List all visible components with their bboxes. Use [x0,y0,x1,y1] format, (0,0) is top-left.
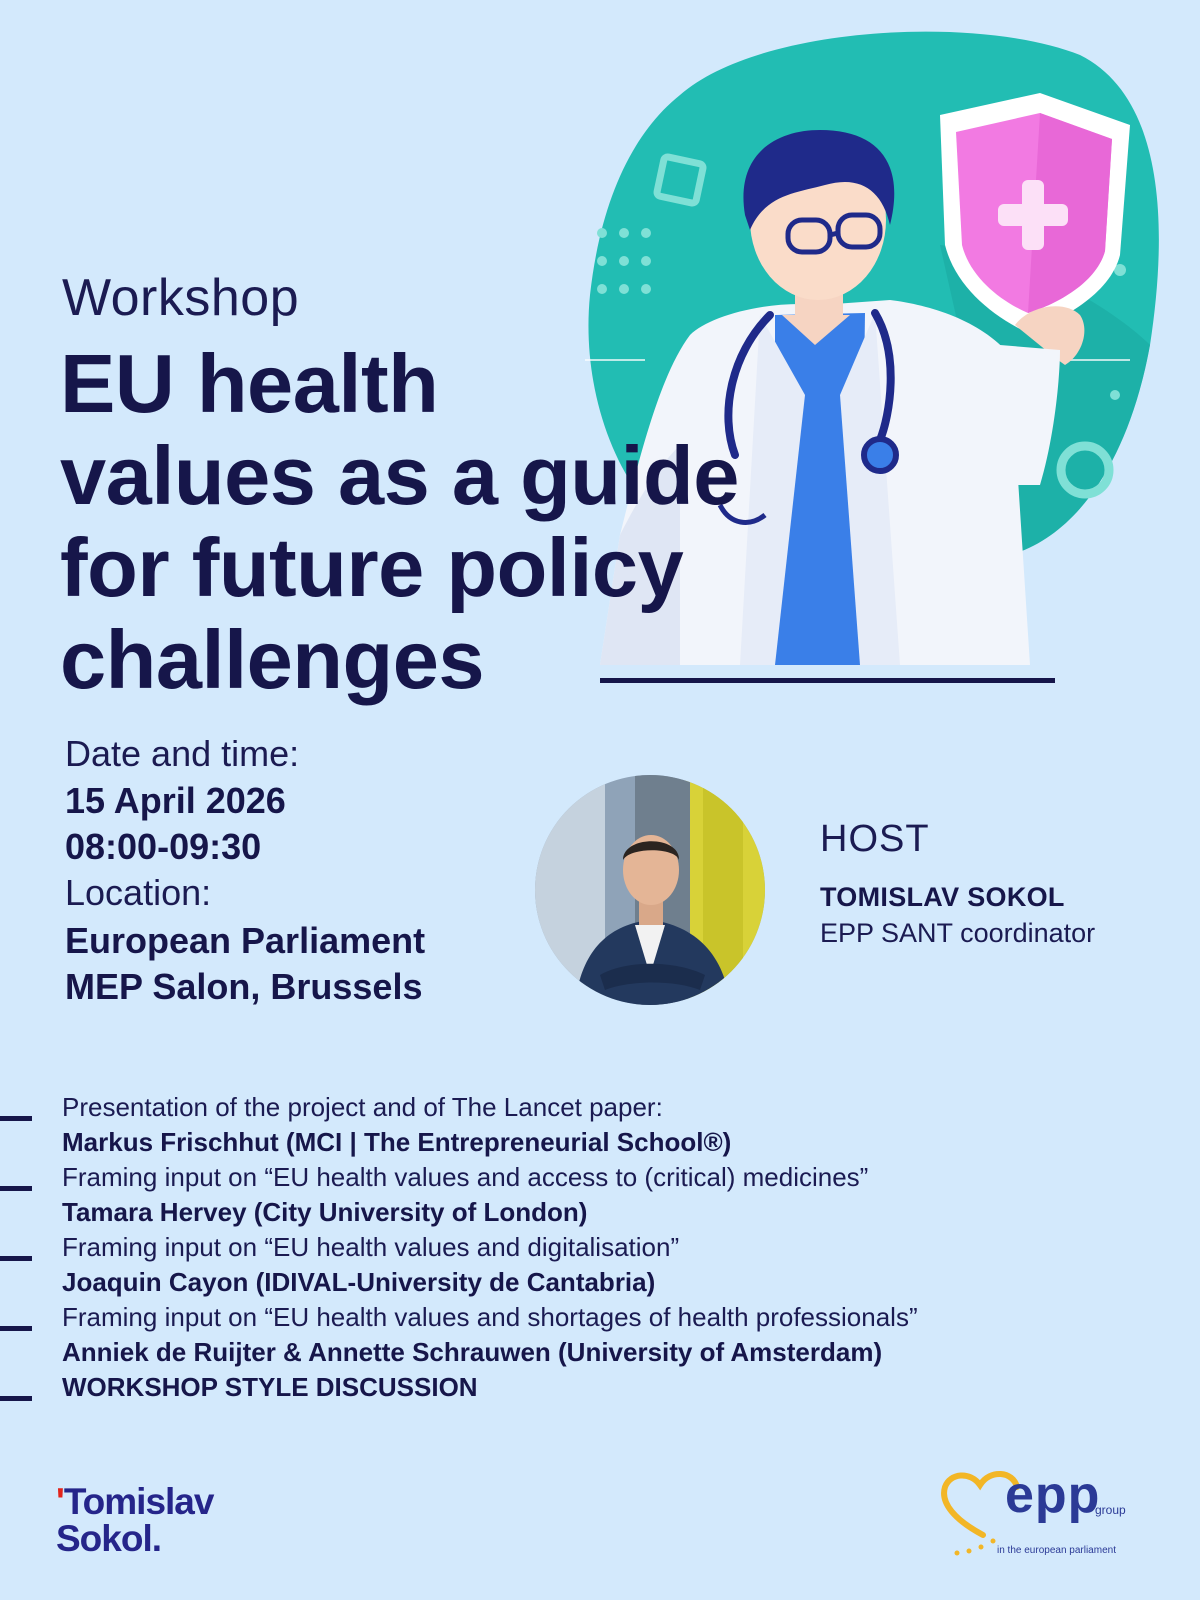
title-line: for future policy [60,521,684,614]
host-name: TOMISLAV SOKOL [820,882,1065,912]
agenda-speaker: Anniek de Ruijter & Annette Schrauwen (University of Amsterdam) [62,1337,883,1367]
tomislav-sokol-logo [56,1483,213,1557]
date-value: 15 April 2026 [65,780,286,821]
agenda-topic: Framing input on “EU health values and shortages of health professionals” [62,1302,918,1332]
title-line: challenges [60,613,485,706]
host-label: HOST [820,818,930,860]
epp-group-logo [935,1465,1155,1565]
agenda-topic: Presentation of the project and of The Lancet paper: [62,1092,663,1122]
agenda-bullet [0,1326,32,1331]
sokol-logo-line-2: Sokol. [56,1518,162,1559]
epp-subtitle: in the european parliament [997,1545,1116,1556]
agenda-topic: WORKSHOP STYLE DISCUSSION [62,1372,478,1402]
agenda-speaker: Joaquin Cayon (IDIVAL-University de Cantabria) [62,1267,656,1297]
agenda-speaker: Markus Frischhut (MCI | The Entrepreneurial School®) [62,1127,732,1157]
agenda-speaker: Tamara Hervey (City University of London) [62,1197,588,1227]
location-label: Location: [65,872,212,913]
date-label: Date and time: [65,733,300,774]
epp-group-label: group [1095,1503,1126,1517]
location-line-2: MEP Salon, Brussels [65,966,423,1007]
title-underline [600,678,1055,683]
location-line-1: European Parliament [65,920,426,961]
title-line: values as a guide [60,429,739,522]
agenda-bullet [0,1256,32,1261]
logo-accent-mark: ' [56,1481,64,1522]
agenda-bullet [0,1116,32,1121]
event-type-label: Workshop [62,269,300,327]
agenda-bullet [0,1186,32,1191]
time-value: 08:00-09:30 [65,826,262,867]
agenda-topic: Framing input on “EU health values and digitalisation” [62,1232,680,1262]
host-avatar [535,775,765,1005]
agenda-topic: Framing input on “EU health values and access to (critical) medicines” [62,1162,869,1192]
agenda-bullet [0,1396,32,1401]
epp-wordmark: epp [1005,1466,1101,1524]
title-line: EU health [60,337,439,430]
sokol-logo-line-1: Tomislav [63,1481,214,1522]
event-title [60,338,880,706]
host-role: EPP SANT coordinator [820,918,1096,948]
